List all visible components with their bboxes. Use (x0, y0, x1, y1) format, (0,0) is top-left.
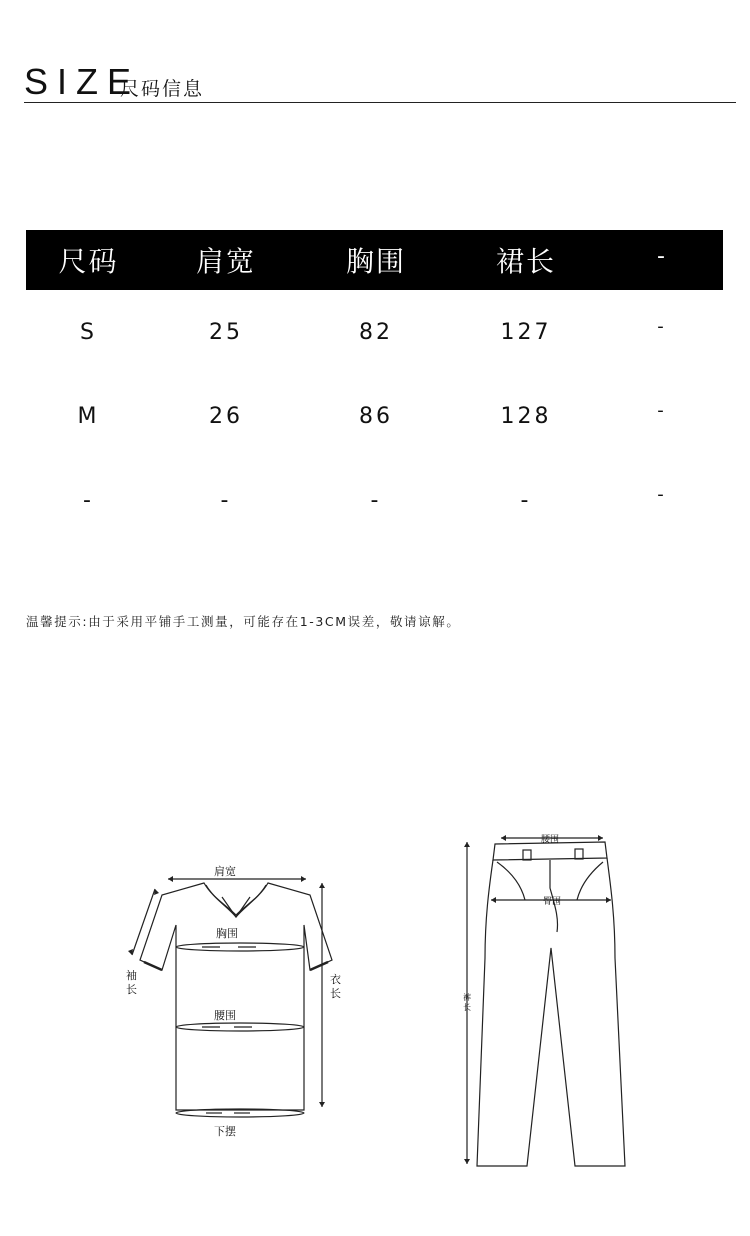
size-table (26, 230, 723, 542)
table-cell: 25 (209, 319, 243, 345)
table-cell: - (220, 487, 232, 513)
length-label-1: 裤 (463, 993, 471, 1002)
pants-measurement-diagram (455, 828, 645, 1177)
table-cell: 82 (359, 319, 393, 345)
arrowhead (464, 842, 470, 847)
size-subtitle: 尺码信息 (120, 78, 205, 100)
waist-label: 腰围 (541, 835, 560, 845)
table-cell: - (657, 316, 667, 337)
left-cuff (144, 962, 162, 970)
col-header-shoulder: 肩宽 (195, 245, 256, 278)
table-cell: - (370, 487, 382, 513)
hem-label: 下摆 (214, 1125, 236, 1138)
right-cuff (310, 962, 328, 970)
pants-illustration (455, 828, 645, 1173)
table-cell: 127 (500, 319, 552, 345)
arrowhead (301, 876, 306, 882)
table-row (26, 374, 723, 458)
hip-label: 臀围 (543, 897, 562, 907)
table-header (26, 230, 723, 290)
right-pocket (577, 862, 603, 900)
arrowhead (491, 897, 496, 903)
table-row (26, 458, 723, 542)
chest-label: 胸围 (216, 927, 238, 940)
table-cell: S (80, 319, 97, 345)
left-pocket (497, 862, 525, 900)
top-measurement-diagram (110, 855, 360, 1149)
measurement-tip: 温馨提示:由于采用平铺手工测量，可能存在1-3CM误差，敬请谅解。 (26, 614, 461, 629)
sleeve-arrow (132, 889, 155, 955)
arrowhead (501, 835, 506, 841)
belt-loop (523, 850, 531, 860)
collar-outline (206, 885, 266, 917)
shirt-illustration (110, 855, 360, 1145)
table-cell: M (77, 403, 100, 429)
shoulder-label: 肩宽 (214, 865, 236, 878)
col-header-length: 裙长 (495, 245, 556, 278)
col-header-size: 尺码 (58, 245, 119, 278)
table-cell: - (520, 487, 532, 513)
arrowhead (464, 1159, 470, 1164)
table-cell: 128 (500, 403, 552, 429)
page-header (24, 60, 736, 103)
table-cell: 26 (209, 403, 243, 429)
pants-fly (550, 860, 558, 932)
table-cell: - (83, 487, 94, 513)
arrowhead (319, 883, 325, 888)
length-label-2: 长 (463, 1003, 471, 1012)
length-label-1: 衣 (330, 973, 341, 986)
arrowhead (168, 876, 173, 882)
belt-loop (575, 849, 583, 859)
arrowhead (606, 897, 611, 903)
waist-label: 腰围 (214, 1009, 236, 1022)
table-cell: - (657, 484, 667, 505)
table-cell: 86 (359, 403, 393, 429)
col-header-extra: - (657, 244, 667, 269)
sleeve-label-1: 袖 (126, 969, 137, 982)
table-row (26, 290, 723, 374)
sleeve-label-2: 长 (126, 983, 137, 996)
table-cell: - (657, 400, 667, 421)
col-header-chest: 胸围 (345, 245, 406, 278)
arrowhead (598, 835, 603, 841)
length-label-2: 长 (330, 987, 341, 1000)
arrowhead (319, 1102, 325, 1107)
size-title: SIZE (24, 61, 141, 102)
